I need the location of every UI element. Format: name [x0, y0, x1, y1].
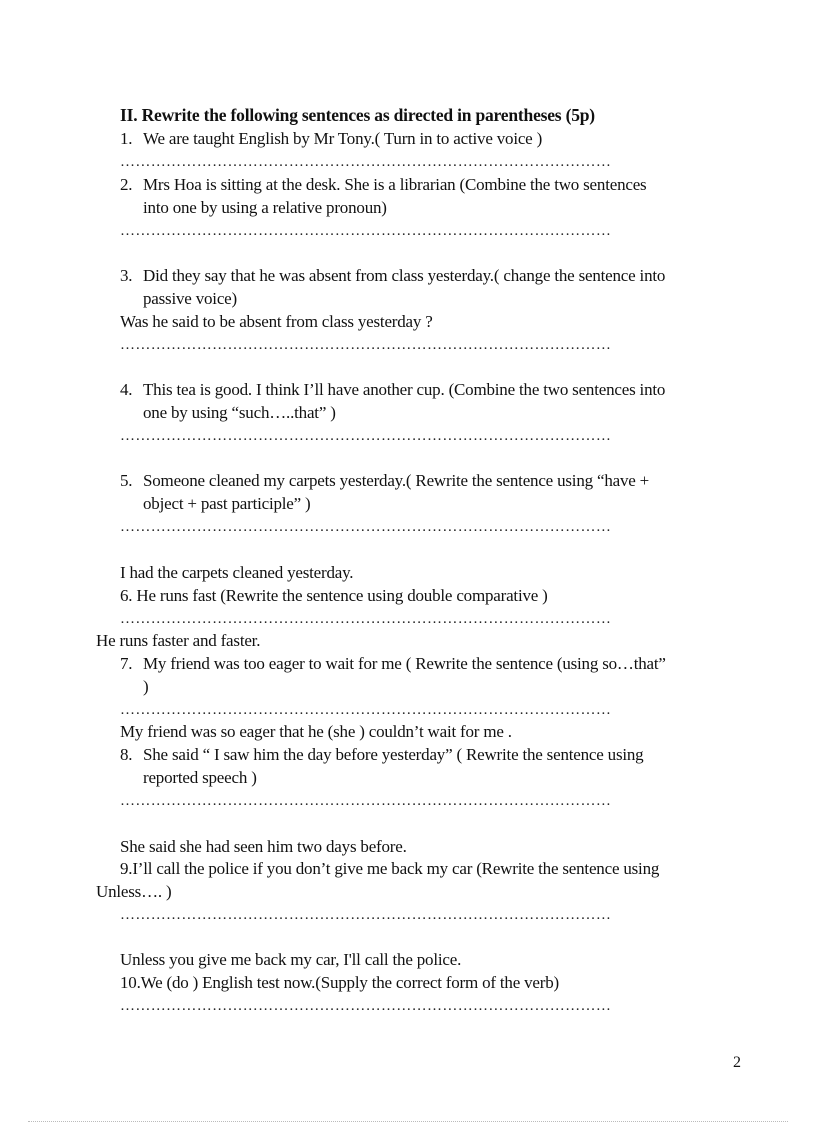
answer-line: …………………………………………………………………………………… [120, 793, 612, 809]
answer-text: He runs faster and faster. [96, 631, 261, 650]
answer-line: …………………………………………………………………………………… [120, 998, 612, 1014]
question-text: Mrs Hoa is sitting at the desk. She is a librarian (Combine the two sentences [143, 175, 647, 194]
question-text-continued: passive voice) [143, 289, 237, 308]
answer-line: …………………………………………………………………………………… [120, 337, 612, 353]
question-text-continued: into one by using a relative pronoun) [143, 198, 387, 217]
answer-line: …………………………………………………………………………………… [120, 519, 612, 535]
answer-text: She said she had seen him two days before. [120, 837, 407, 856]
answer-line: …………………………………………………………………………………… [120, 702, 612, 718]
question-8 [120, 743, 644, 766]
question-number: 1. [120, 129, 133, 148]
question-1 [120, 127, 542, 150]
question-number: 5. [120, 471, 133, 490]
question-10: 10.We (do ) English test now.(Supply the correct form of the verb) [120, 973, 559, 992]
question-3 [120, 264, 665, 287]
question-number: 7. [120, 654, 133, 673]
question-number: 8. [120, 745, 133, 764]
answer-text: Was he said to be absent from class yesterday ? [120, 312, 433, 331]
question-number: 2. [120, 175, 133, 194]
answer-line: …………………………………………………………………………………… [120, 907, 612, 923]
answer-text: My friend was so eager that he (she ) couldn’t wait for me . [120, 722, 512, 741]
section-title: II. Rewrite the following sentences as directed in parentheses (5p) [120, 105, 595, 125]
answer-text: Unless you give me back my car, I'll call the police. [120, 950, 462, 969]
question-5 [120, 469, 649, 492]
question-number: 3. [120, 266, 133, 285]
answer-line: …………………………………………………………………………………… [120, 154, 612, 170]
question-text-continued: Unless…. ) [96, 882, 172, 901]
answer-line: …………………………………………………………………………………… [120, 223, 612, 239]
answer-line: …………………………………………………………………………………… [120, 428, 612, 444]
page-number: 2 [733, 1054, 741, 1071]
question-number: 4. [120, 380, 133, 399]
question-text: We are taught English by Mr Tony.( Turn in to active voice ) [143, 129, 543, 148]
question-2 [120, 173, 646, 196]
question-4 [120, 378, 665, 401]
question-9: 9.I’ll call the police if you don’t give me back my car (Rewrite the sentence using [120, 859, 660, 878]
question-text: Did they say that he was absent from class yesterday.( change the sentence into [143, 266, 666, 285]
question-text-continued: one by using “such…..that” ) [143, 403, 336, 422]
question-text-continued: object + past participle” ) [143, 494, 311, 513]
answer-line: …………………………………………………………………………………… [120, 611, 612, 627]
question-7 [120, 652, 666, 675]
page-bottom-divider [28, 1121, 788, 1122]
question-text: My friend was too eager to wait for me ( Rewrite the sentence (using so…that” [143, 654, 666, 673]
question-text: This tea is good. I think I’ll have another cup. (Combine the two sentences into [143, 380, 666, 399]
question-text-continued: ) [143, 677, 149, 696]
question-text: Someone cleaned my carpets yesterday.( Rewrite the sentence using “have + [143, 471, 650, 490]
question-text: She said “ I saw him the day before yesterday” ( Rewrite the sentence using [143, 745, 644, 764]
answer-text: I had the carpets cleaned yesterday. [120, 563, 354, 582]
question-6: 6. He runs fast (Rewrite the sentence using double comparative ) [120, 586, 548, 605]
question-text-continued: reported speech ) [143, 768, 257, 787]
